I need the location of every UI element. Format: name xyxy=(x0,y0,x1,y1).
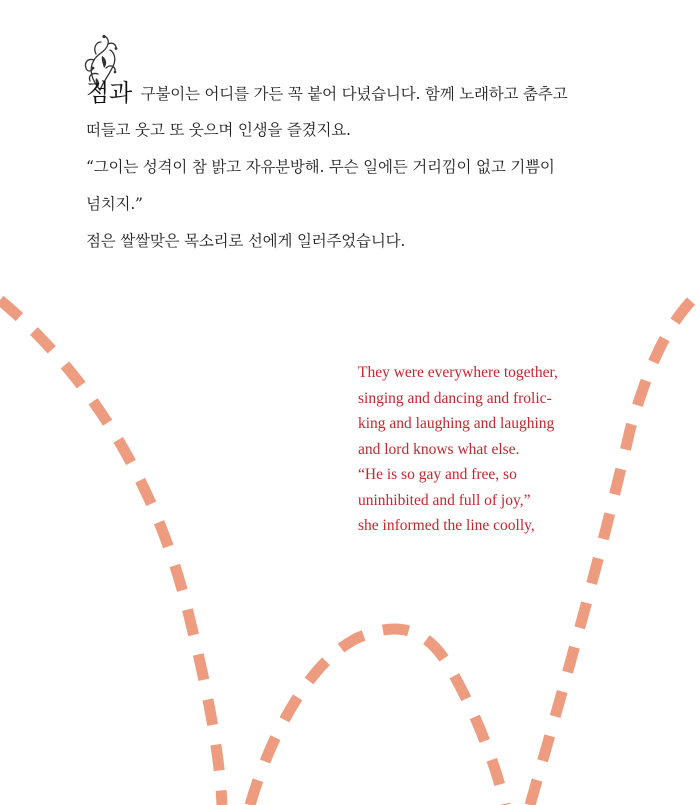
english-line-7: she informed the line coolly, xyxy=(358,517,535,534)
english-line-6: uninhibited and full of joy,” xyxy=(358,491,531,509)
drop-cap: 점과 xyxy=(86,79,132,107)
korean-line-5: 점은 쌀쌀맞은 목소리로 선에게 일러주었습니다. xyxy=(86,232,406,250)
korean-line-1-text: 구불이는 어디를 가든 꼭 붙어 다녔습니다. 함께 노래하고 춤추고 xyxy=(135,85,568,103)
korean-line-1 xyxy=(86,70,666,112)
korean-line-3: “그이는 성격이 참 밝고 자유분방해. 무슨 일에든 거리낌이 없고 기쁨이 xyxy=(86,158,555,176)
english-line-1: They were everywhere together, xyxy=(358,364,558,381)
korean-passage xyxy=(86,70,666,260)
english-line-5: “He is so gay and free, so xyxy=(358,466,517,483)
korean-line-4: 넘치지.” xyxy=(86,195,143,213)
english-passage xyxy=(358,360,628,539)
korean-line-2: 떠들고 웃고 또 웃으며 인생을 즐겼지요. xyxy=(86,121,351,139)
english-line-4: and lord knows what else. xyxy=(358,440,520,458)
english-line-3: king and laughing and laughing xyxy=(358,415,555,432)
english-line-2: singing and dancing and frolic- xyxy=(358,389,552,407)
